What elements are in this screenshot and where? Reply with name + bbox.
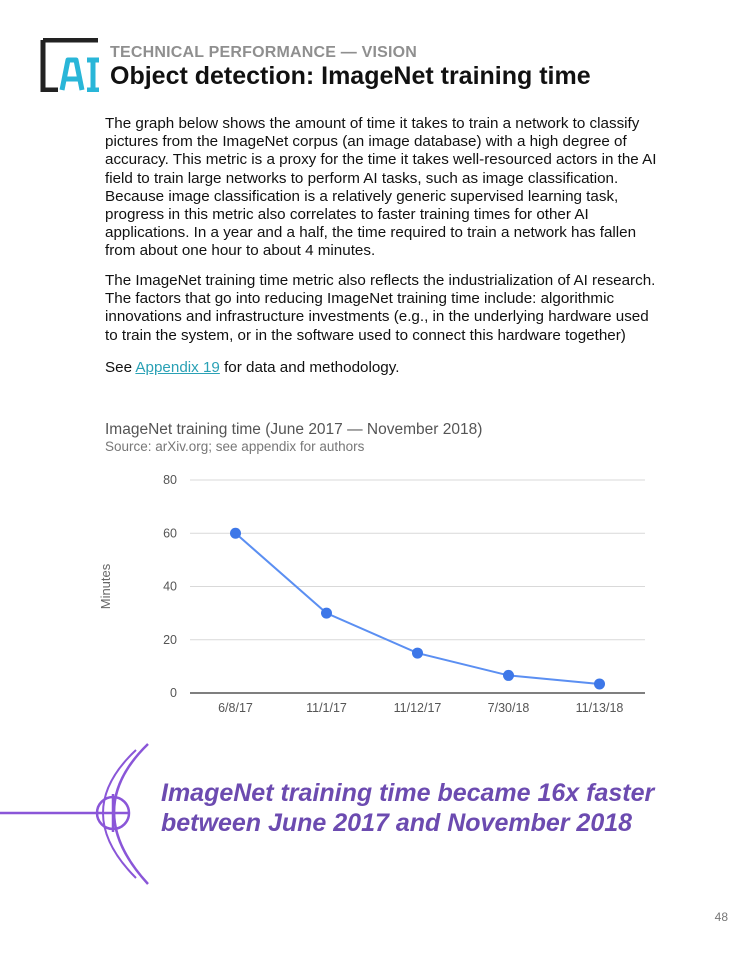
y-tick-label: 20 bbox=[163, 632, 177, 647]
series-line bbox=[236, 533, 600, 684]
x-tick-label: 11/13/18 bbox=[575, 701, 624, 715]
chart-title: ImageNet training time (June 2017 — November 2018) bbox=[105, 421, 483, 438]
chart-subtitle: Source: arXiv.org; see appendix for authors bbox=[105, 439, 365, 454]
section-kicker: TECHNICAL PERFORMANCE — VISION bbox=[110, 44, 418, 61]
key-takeaway-callout: ImageNet training time became 16x faster between June 2017 and November 2018 bbox=[161, 779, 655, 837]
x-tick-label: 11/1/17 bbox=[306, 701, 347, 715]
x-tick-label: 11/12/17 bbox=[393, 701, 442, 715]
industrialization-paragraph: The ImageNet training time metric also reflects the industrialization of AI research. The factors that go into reducing ImageNet training time include: algorithmic innovations and infrastructure investments (e.g., in the underlying hardware used to train the system, or in the software used to connect this hardware together) bbox=[105, 272, 656, 344]
y-tick-label: 0 bbox=[170, 686, 177, 700]
data-point bbox=[503, 670, 514, 681]
data-point bbox=[594, 678, 605, 689]
training-time-line-chart bbox=[95, 460, 665, 730]
y-tick-label: 80 bbox=[163, 473, 177, 487]
y-tick-label: 40 bbox=[163, 579, 177, 594]
appendix-prefix: See bbox=[105, 359, 136, 376]
y-axis-label: Minutes bbox=[98, 563, 113, 610]
ai-index-logo bbox=[40, 38, 102, 92]
appendix-link[interactable]: Appendix 19 bbox=[135, 359, 220, 376]
data-point bbox=[230, 528, 241, 539]
data-point bbox=[412, 648, 423, 659]
crosshair-decoration-icon bbox=[0, 740, 160, 890]
intro-paragraph: The graph below shows the amount of time it takes to train a network to classify pictures from the ImageNet corpus (an image database) with a high degree of accuracy. This metric is a proxy for the time it takes well-resourced actors in the AI field to train large networks to perform AI tasks, such as image classification. Because image classification is a relatively generic supervised learning task, progress in this metric also correlates to faster training times for other AI applications. In a year and a half, the time required to train a network has fallen from about one hour to about 4 minutes. bbox=[105, 115, 657, 260]
page-number: 48 bbox=[714, 910, 728, 924]
appendix-reference bbox=[105, 359, 665, 377]
page-title: Object detection: ImageNet training time bbox=[110, 62, 591, 90]
x-tick-label: 6/8/17 bbox=[218, 701, 253, 715]
x-tick-label: 7/30/18 bbox=[487, 701, 530, 715]
appendix-suffix: for data and methodology. bbox=[219, 359, 400, 376]
y-tick-label: 60 bbox=[163, 526, 177, 541]
data-point bbox=[321, 608, 332, 619]
